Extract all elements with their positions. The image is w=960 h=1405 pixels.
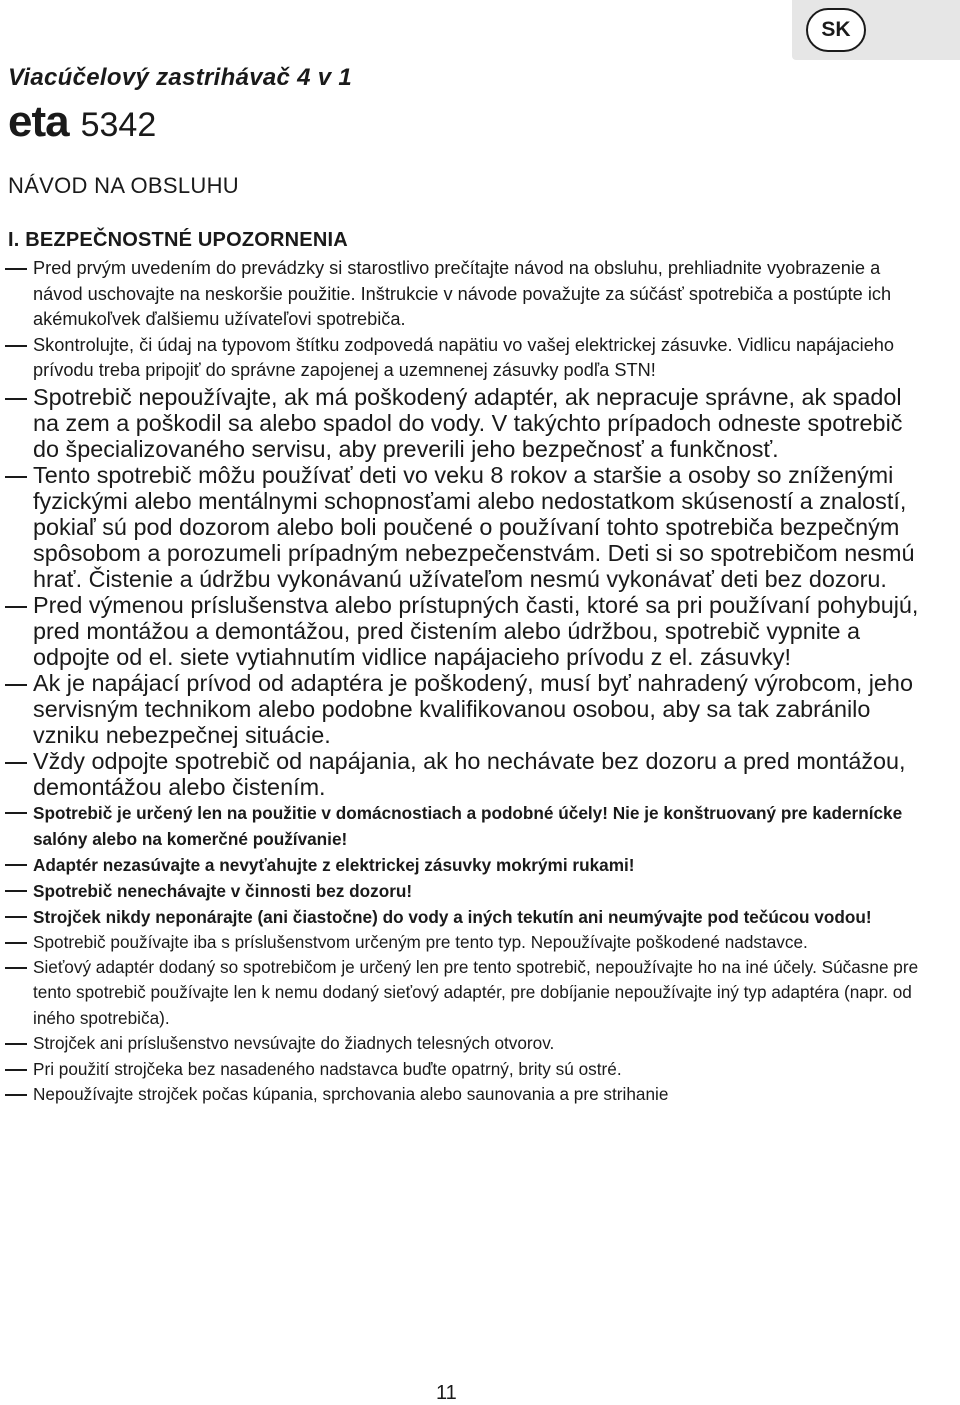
section-heading: I. BEZPEČNOSTNÉ UPOZORNENIA bbox=[8, 229, 348, 251]
safety-list bbox=[0, 256, 960, 1107]
safety-item: Vždy odpojte spotrebič od napájania, ak ho nechávate bez dozoru a pred montážou, demontážou alebo čistením. bbox=[0, 748, 920, 800]
page-number: 11 bbox=[436, 1382, 457, 1404]
safety-item: Pred výmenou príslušenstva alebo prístupných časti, ktoré sa pri používaní pohybujú, pred montážou a demontážou, pred čistením alebo údržbou, spotrebič vypnite a odpojte od el. siete vytiahnutím vidlice napájacieho prívodu z el. zásuvky! bbox=[0, 592, 920, 670]
language-badge: SK bbox=[806, 8, 866, 52]
safety-item: Skontrolujte, či údaj na typovom štítku zodpovedá napätiu vo vašej elektrickej zásuvke. Vidlicu napájacieho prívodu treba pripojiť do správne zapojenej a uzemnenej zásuvky podľa STN! bbox=[0, 333, 920, 384]
safety-item: Spotrebič používajte iba s príslušenstvom určeným pre tento typ. Nepoužívajte poškodené nadstavce. bbox=[0, 930, 920, 955]
safety-item: Pri použití strojčeka bez nasadeného nadstavca buďte opatrný, brity sú ostré. bbox=[0, 1057, 920, 1082]
safety-item: Pred prvým uvedením do prevádzky si starostlivo prečítajte návod na obsluhu, prehliadnite vyobrazenie a návod uschovajte na neskoršie použitie. Inštrukcie v návode považujte za súčásť spotrebiča a postúpte ich akémukoľvek ďalšiemu užívateľovi spotrebiča. bbox=[0, 256, 920, 333]
manual-title: NÁVOD NA OBSLUHU bbox=[8, 173, 239, 198]
safety-item: Spotrebič je určený len na použitie v domácnostiach a podobné účely! Nie je konštruovaný pre kadernícke salóny alebo na komerčné používanie! bbox=[0, 800, 920, 852]
language-tab bbox=[792, 0, 960, 60]
product-model bbox=[8, 97, 157, 146]
product-subtitle: Viacúčelový zastrihávač 4 v 1 bbox=[8, 64, 353, 91]
safety-item: Strojček nikdy neponárajte (ani čiastočne) do vody a iných tekutín ani neumývajte pod tečúcou vodou! bbox=[0, 904, 920, 930]
brand-logo: eta bbox=[8, 97, 69, 146]
safety-item: Ak je napájací prívod od adaptéra je poškodený, musí byť nahradený výrobcom, jeho servisným technikom alebo podobne kvalifikovanou osobou, aby sa tak zabránilo vzniku nebezpečnej situácie. bbox=[0, 670, 920, 748]
safety-item: Sieťový adaptér dodaný so spotrebičom je určený len pre tento spotrebič, nepoužívajte ho na iné účely. Súčasne pre tento spotrebič používajte len k nemu dodaný sieťový adaptér, pre dobíjanie nepoužívajte iný typ adaptéra (napr. od iného spotrebiča). bbox=[0, 955, 920, 1031]
model-number: 5342 bbox=[80, 106, 157, 144]
safety-item: Spotrebič nepoužívajte, ak má poškodený adaptér, ak nepracuje správne, ak spadol na zem a poškodil sa alebo spadol do vody. V takýchto prípadoch odneste spotrebič do špecializovaného servisu, aby preverili jeho bezpečnosť a funkčnosť. bbox=[0, 384, 920, 462]
safety-item: Tento spotrebič môžu používať deti vo veku 8 rokov a staršie a osoby so zníženými fyzickými alebo mentálnymi schopnosťami alebo nedostatkom skúseností a znalostí, pokiaľ sú pod dozorom alebo boli poučené o používaní tohto spotrebiča bezpečným spôsobom a porozumeli prípadným nebezpečenstvám. Deti si so spotrebičom nesmú hrať. Čistenie a údržbu vykonávanú užívateľom nesmú vykonávať deti bez dozoru. bbox=[0, 462, 920, 592]
safety-item: Spotrebič nenechávajte v činnosti bez dozoru! bbox=[0, 878, 920, 904]
safety-item: Nepoužívajte strojček počas kúpania, sprchovania alebo saunovania a pre strihanie bbox=[0, 1082, 920, 1107]
safety-item: Strojček ani príslušenstvo nevsúvajte do žiadnych telesných otvorov. bbox=[0, 1031, 920, 1056]
safety-item: Adaptér nezasúvajte a nevyťahujte z elektrickej zásuvky mokrými rukami! bbox=[0, 852, 920, 878]
